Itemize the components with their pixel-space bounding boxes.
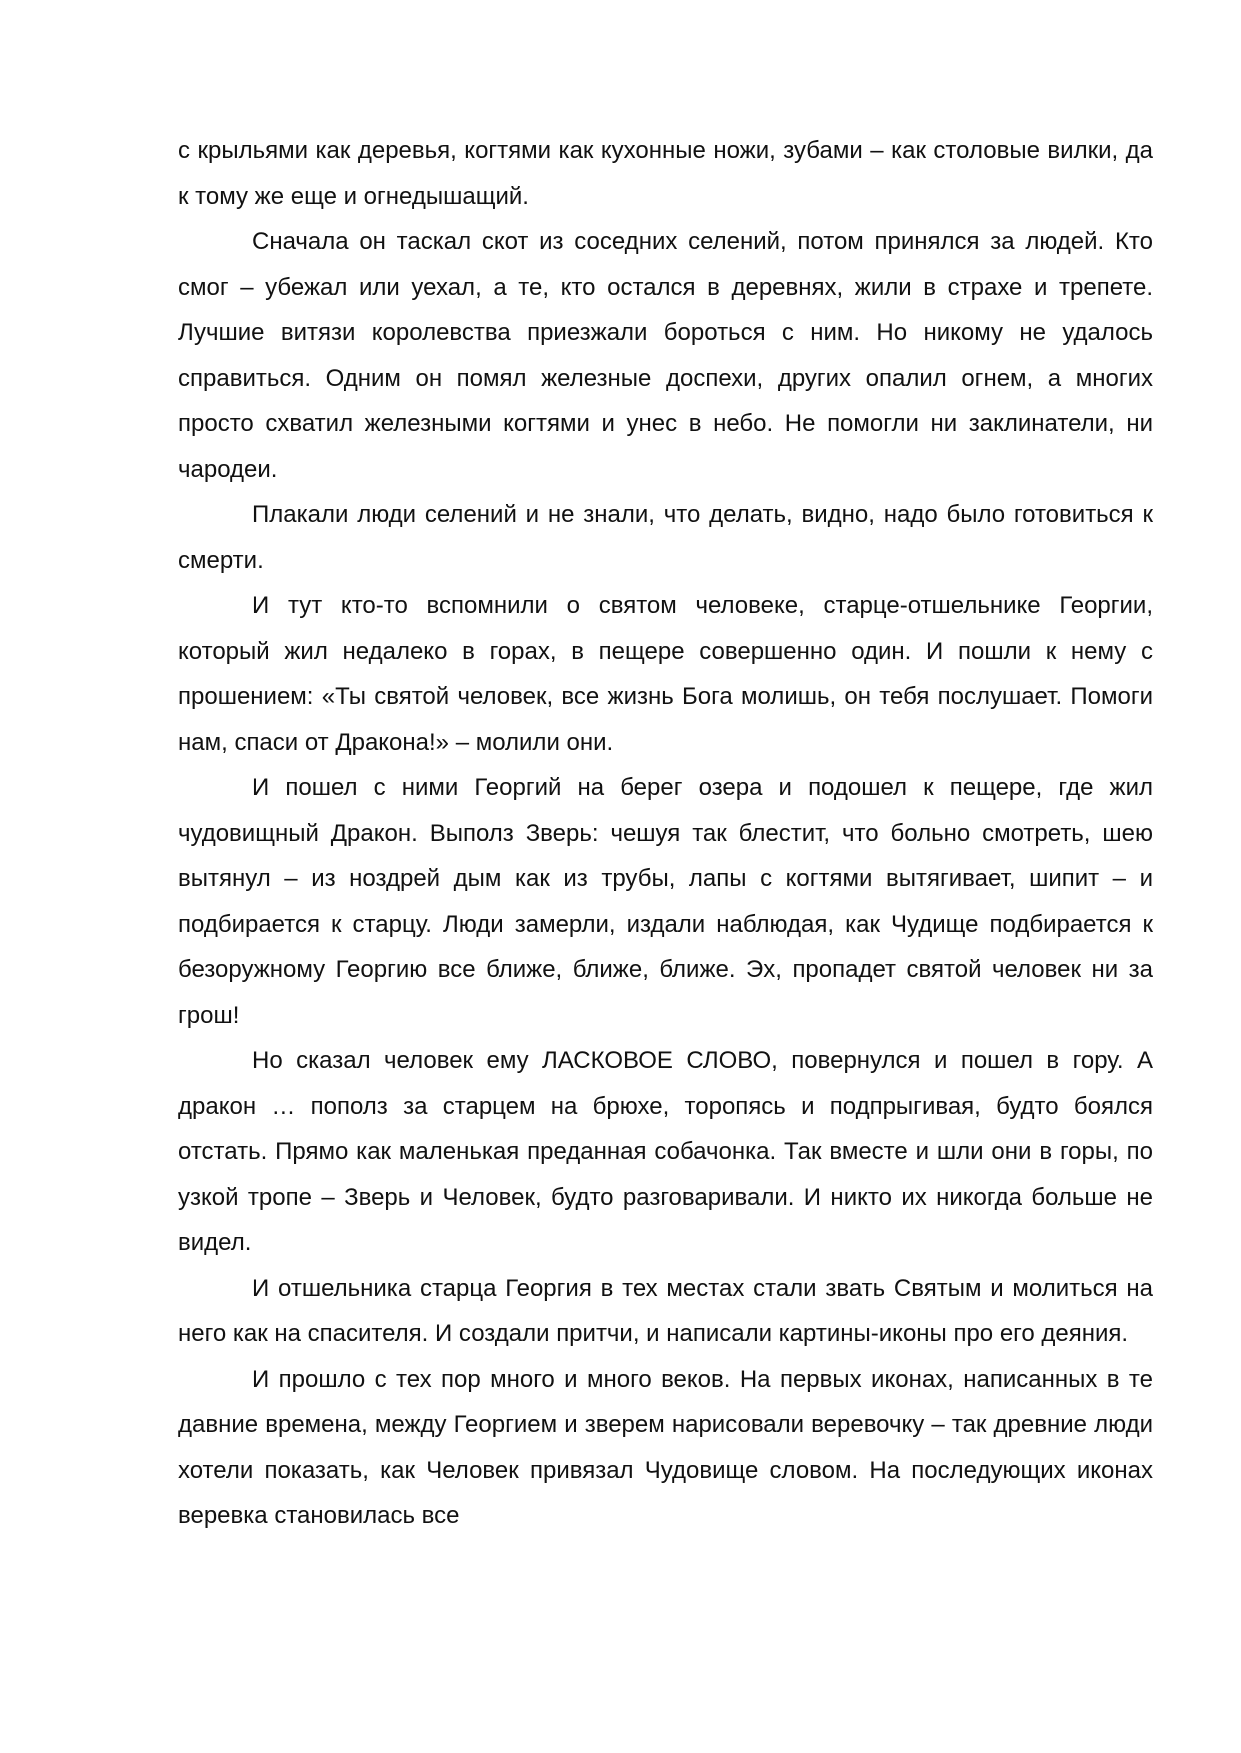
paragraph-2: Сначала он таскал скот из соседних селений, потом принялся за людей. Кто смог – убежал или уехал, а те, кто остался в деревнях, жили в страхе и трепете. Лучшие витязи королевства приезжали бороться с ним. Но никому не удалось справиться. Одним он помял железные доспехи, других опалил огнем, а многих просто схватил железными когтями и унес в небо. Не помогли ни заклинатели, ни чародеи. [178,228,1153,483]
document-text [178,128,1153,1539]
paragraph-8: И прошло с тех пор много и много веков. На первых иконах, написанных в те давние времена, между Георгием и зверем нарисовали веревочку – так древние люди хотели показать, как Человек привязал Чудовище словом. На последующих иконах веревка становилась все [178,1365,1153,1529]
paragraph-7: И отшельника старца Георгия в тех местах стали звать Святым и молиться на него как на спасителя. И создали притчи, и написали картины-иконы про его деяния. [178,1274,1153,1347]
paragraph-4: И тут кто-то вспомнили о святом человеке, старце-отшельнике Георгии, который жил недалеко в горах, в пещере совершенно один. И пошли к нему с прошением: «Ты святой человек, все жизнь Бога молишь, он тебя послушает. Помоги нам, спаси от Дракона!» – молили они. [178,592,1153,756]
paragraph-3: Плакали люди селений и не знали, что делать, видно, надо было готовиться к смерти. [178,501,1153,574]
paragraph-6: Но сказал человек ему ЛАСКОВОЕ СЛОВО, повернулся и пошел в гору. А дракон … пополз за старцем на брюхе, торопясь и подпрыгивая, будто боялся отстать. Прямо как маленькая преданная собачонка. Так вместе и шли они в горы, по узкой тропе – Зверь и Человек, будто разговаривали. И никто их никогда больше не видел. [178,1047,1153,1256]
paragraph-1: с крыльями как деревья, когтями как кухонные ножи, зубами – как столовые вилки, да к тому же еще и огнедышащий. [178,137,1153,210]
paragraph-5: И пошел с ними Георгий на берег озера и подошел к пещере, где жил чудовищный Дракон. Выполз Зверь: чешуя так блестит, что больно смотреть, шею вытянул – из ноздрей дым как из трубы, лапы с когтями вытягивает, шипит – и подбирается к старцу. Люди замерли, издали наблюдая, как Чудище подбирается к безоружному Георгию все ближе, ближе, ближе. Эх, пропадет святой человек ни за грош! [178,774,1153,1029]
